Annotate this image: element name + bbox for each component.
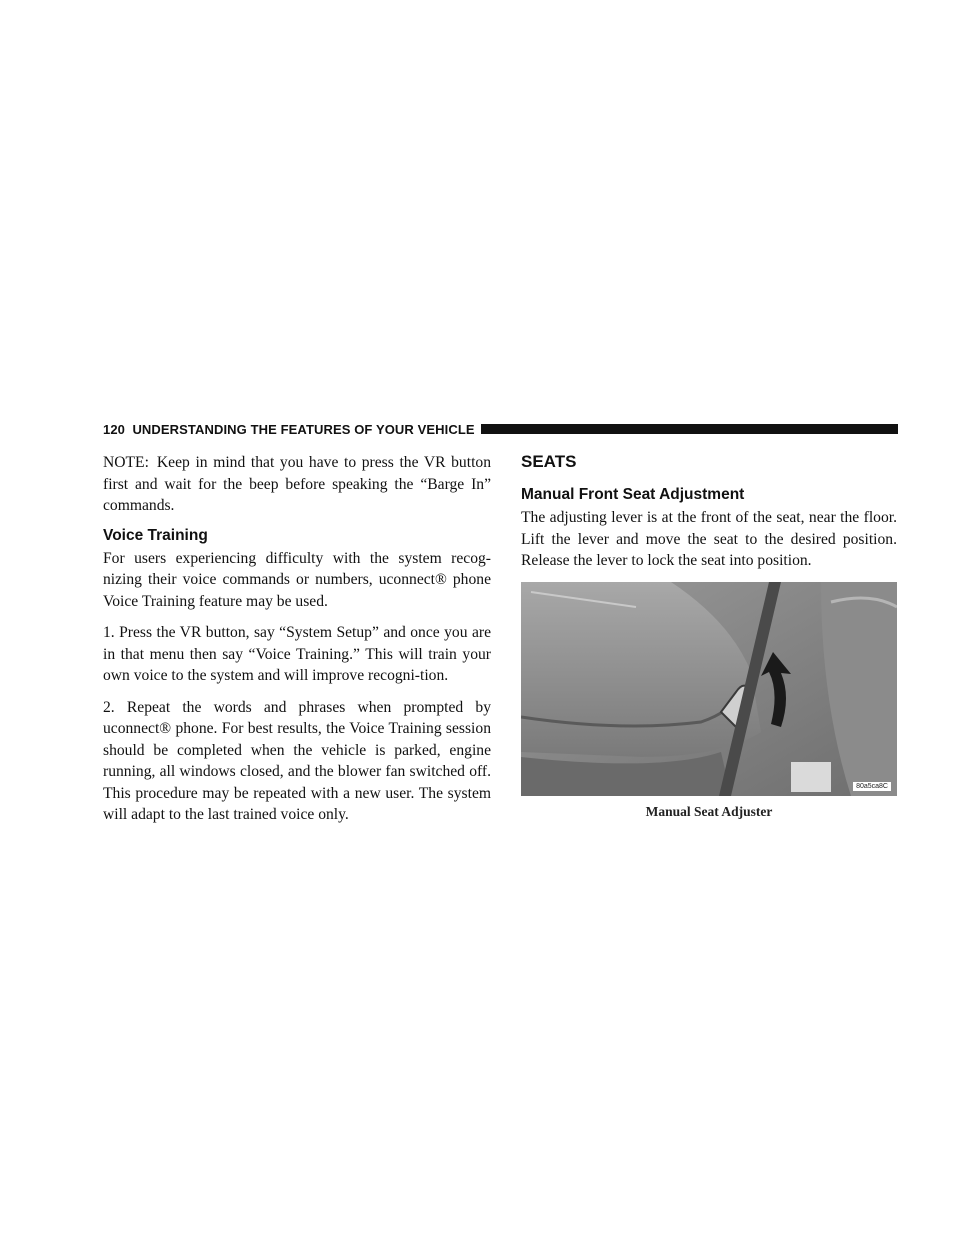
manual-seat-text: The adjusting lever is at the front of the seat, near the floor. Lift the lever and move the seat to the desired position. Release the lever to lock the seat into position. xyxy=(521,509,897,569)
step-1: 1. Press the VR button, say “System Setup” and once you are in that menu then say “Voice Training.” This will train your own voice to the system and will improve recogni-tion. xyxy=(103,624,491,684)
figure-code: 80a5ca8C xyxy=(853,782,891,791)
figure-caption: Manual Seat Adjuster xyxy=(645,803,773,819)
seats-heading: SEATS xyxy=(521,452,577,471)
note-text: Keep in mind that you have to press the VR button first and wait for the beep before speaking the “Barge In” commands. xyxy=(103,454,491,514)
page-number: 120 UNDERSTANDING THE FEATURES OF YOUR VEHICLE xyxy=(103,421,475,437)
note-label: NOTE: xyxy=(103,454,149,471)
right-column xyxy=(521,452,897,820)
seat-adjuster-figure xyxy=(521,582,897,796)
seat-illustration xyxy=(521,582,897,796)
manual-seat-heading: Manual Front Seat Adjustment xyxy=(521,486,745,503)
left-column xyxy=(103,452,491,836)
step-2: 2. Repeat the words and phrases when prompted by uconnect® phone. For best results, the Voice Training session should be completed when the vehicle is parked, engine running, all windows closed, and the blower fan switched off. This procedure may be repeated with a new user. The system will adapt to the last trained voice only. xyxy=(103,698,491,823)
section-title: UNDERSTANDING THE FEATURES OF YOUR VEHICLE xyxy=(132,421,475,437)
header-rule xyxy=(481,424,898,434)
note-paragraph xyxy=(103,452,491,517)
voice-training-heading: Voice Training xyxy=(103,526,208,544)
voice-training-intro: For users experiencing difficulty with the system recog-nizing their voice commands or numbers, uconnect® phone Voice Training feature may be used. xyxy=(103,549,491,610)
page-header xyxy=(103,420,898,438)
